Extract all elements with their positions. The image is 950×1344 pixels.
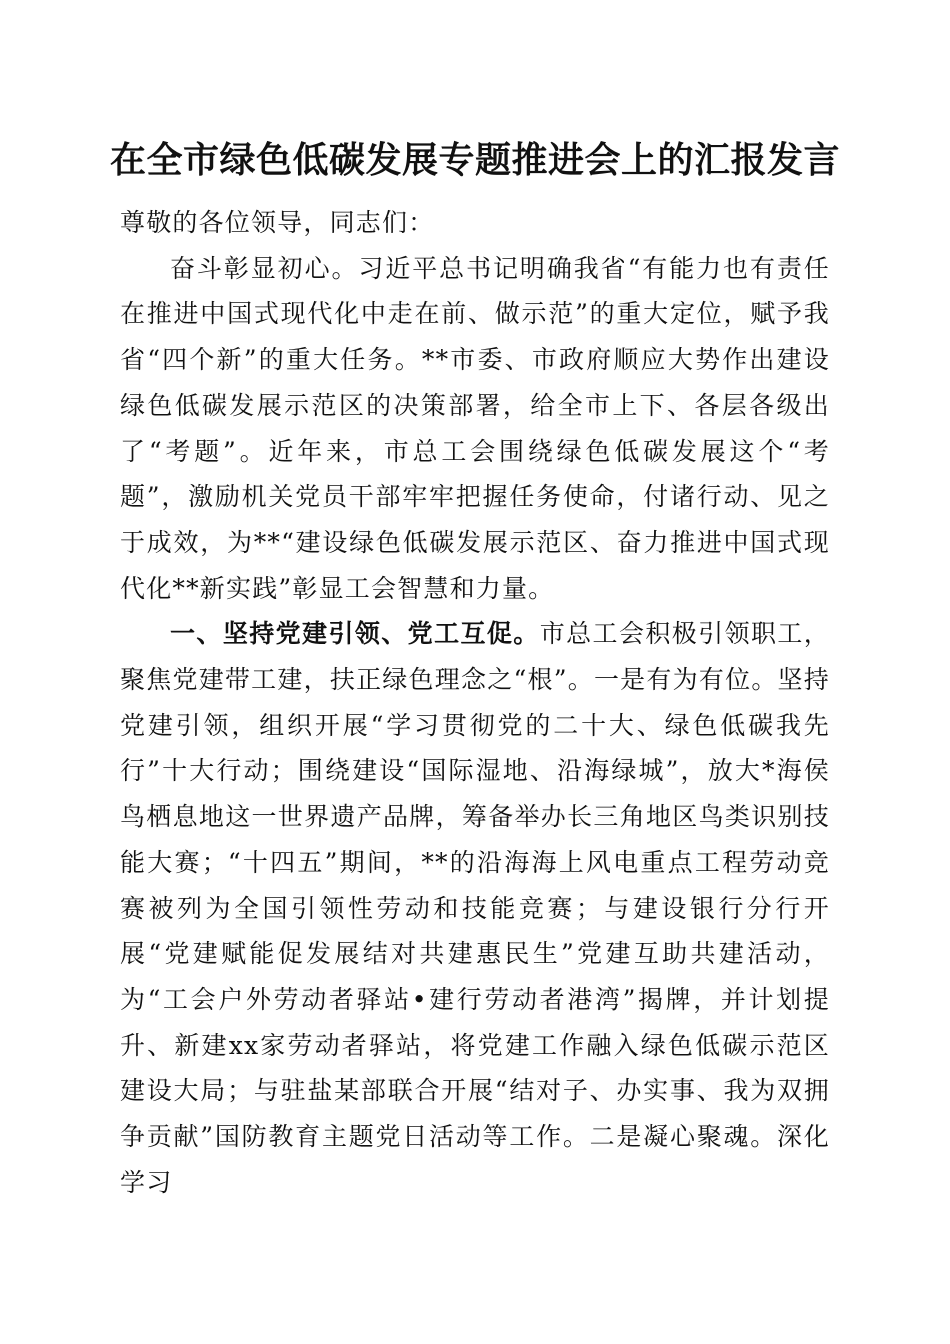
greeting: 尊敬的各位领导，同志们： [120,208,435,237]
section-heading: 一、坚持党建引领、党工互促。 [170,619,540,649]
paragraph-section-one-text: 市总工会积极引领职工，聚焦党建带工建，扶正绿色理念之“根”。一是有为有位。坚持党建引领，组织开展“学习贯彻党的二十大、绿色低碳我先行”十大行动；围绕建设“国际湿地、沿海绿城”，放大*海侯鸟栖息地这一世界遗产品牌，筹备举办长三角地区鸟类识别技能大赛；“十四五”期间，**的沿海海上风电重点工程劳动竞赛被列为全国引领性劳动和技能竞赛；与建设银行分行开展“党建赋能促发展结对共建惠民生”党建互助共建活动，为“工会户外劳动者驿站•建行劳动者港湾”揭牌，并计划提升、新建xx家劳动者驿站，将党建工作融入绿色低碳示范区建设大局；与驻盐某部联合开展“结对子、办实事、我为双拥争贡献”国防教育主题党日活动等工作。二是凝心聚魂。深化学习 [120,619,830,1197]
paragraph-section-one [120,611,830,1205]
document-title: 在全市绿色低碳发展专题推进会上的汇报发言 [109,139,840,181]
paragraph-intro [120,246,830,612]
paragraph-intro-text: 奋斗彰显初心。习近平总书记明确我省“有能力也有责任在推进中国式现代化中走在前、做示范”的重大定位，赋予我省“四个新”的重大任务。**市委、市政府顺应大势作出建设绿色低碳发展示范区的决策部署，给全市上下、各层各级出了“考题”。近年来，市总工会围绕绿色低碳发展这个“考题”，激励机关党员干部牢牢把握任务使命，付诸行动、见之于成效，为**“建设绿色低碳发展示范区、奋力推进中国式现代化**新实践”彰显工会智慧和力量。 [120,253,830,603]
document-body [120,200,830,1205]
